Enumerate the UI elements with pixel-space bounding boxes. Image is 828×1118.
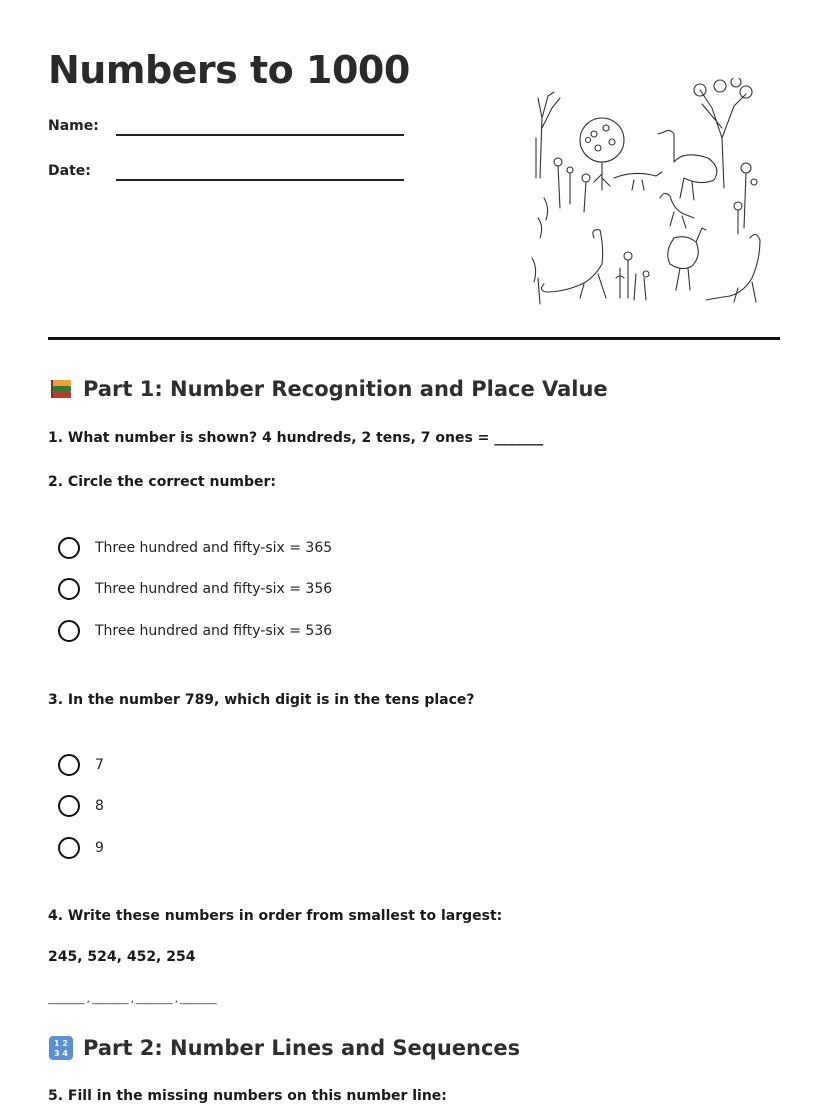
numbers-1234-icon — [48, 1035, 74, 1061]
q2-option-3[interactable] — [58, 620, 332, 642]
radio-circle[interactable] — [58, 537, 80, 559]
svg-text:3 4: 3 4 — [54, 1049, 68, 1058]
question-2: 2. Circle the correct number: — [48, 474, 277, 490]
option-label: 9 — [95, 840, 104, 856]
svg-text:1 2: 1 2 — [54, 1039, 68, 1048]
option-label: Three hundred and fifty-six = 356 — [95, 581, 333, 597]
q3-option-1[interactable] — [58, 754, 104, 776]
radio-circle[interactable] — [58, 620, 80, 642]
date-line[interactable] — [116, 165, 404, 181]
name-label: Name: — [48, 118, 99, 134]
q2-option-2[interactable] — [58, 578, 332, 600]
radio-circle[interactable] — [58, 795, 80, 817]
name-field — [48, 118, 404, 134]
date-label: Date: — [48, 163, 91, 179]
q3-option-2[interactable] — [58, 795, 104, 817]
option-label: 8 — [95, 798, 104, 814]
q2-option-1[interactable] — [58, 537, 332, 559]
part1-heading — [48, 376, 608, 402]
books-icon — [48, 376, 74, 402]
part2-heading — [48, 1035, 520, 1061]
question-1: 1. What number is shown? 4 hundreds, 2 tens, 7 ones = _______ — [48, 430, 544, 446]
q3-option-3[interactable] — [58, 837, 104, 859]
page-title: Numbers to 1000 — [48, 48, 410, 92]
option-label: Three hundred and fifty-six = 536 — [95, 623, 333, 639]
question-4-numbers: 245, 524, 452, 254 — [48, 949, 196, 965]
section-divider — [48, 337, 780, 340]
option-label: 7 — [95, 757, 104, 773]
radio-circle[interactable] — [58, 754, 80, 776]
radio-circle[interactable] — [58, 578, 80, 600]
option-label: Three hundred and fifty-six = 365 — [95, 540, 333, 556]
question-4-blanks[interactable]: ________ , ________ , ________ , ________ — [48, 994, 217, 1005]
question-5: 5. Fill in the missing numbers on this number line: — [48, 1088, 447, 1104]
question-3: 3. In the number 789, which digit is in the tens place? — [48, 692, 475, 708]
date-field — [48, 163, 404, 179]
part2-title: Part 2: Number Lines and Sequences — [83, 1036, 521, 1060]
radio-circle[interactable] — [58, 837, 80, 859]
name-line[interactable] — [116, 120, 404, 136]
question-4: 4. Write these numbers in order from smallest to largest: — [48, 908, 503, 924]
australian-animals-illustration — [524, 78, 764, 306]
part1-title: Part 1: Number Recognition and Place Value — [83, 377, 608, 401]
